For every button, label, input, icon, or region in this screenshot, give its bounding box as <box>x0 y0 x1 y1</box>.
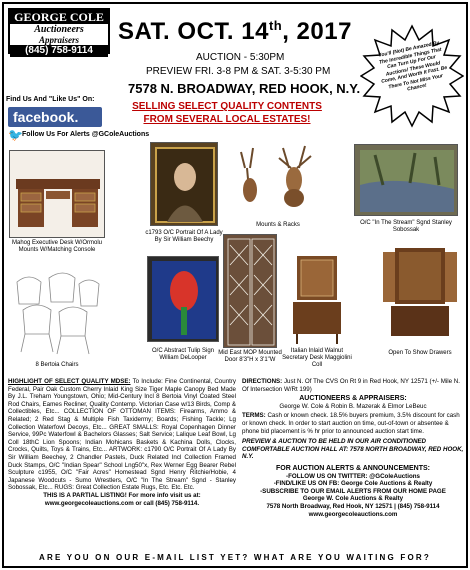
item-caption: Open To Show Drawers <box>388 350 452 356</box>
logo-name: GEORGE COLE <box>10 10 108 24</box>
item-caption: O/C Abstract Tulip Sign William DeLooper <box>151 348 215 361</box>
terms-label: TERMS: <box>242 412 266 420</box>
desk-photo <box>9 150 105 238</box>
starburst-text: You'll (Not) Be Amazed By The Incredible Things That Can Turn Up For Our Auctions! These Would Come, And Worth It Fast. Be There To Not Miss Your Chance! <box>377 40 448 93</box>
chairs-photo <box>9 262 105 358</box>
item-mounts <box>222 138 334 234</box>
highlight-body: To Include: Fine Continental, Country Federal, Pair Oak Custom Cherry Inlaid King Size Tiger Maple Canopy Bed Made By J.L. Treharn Youngstown, Ohio; Mid-Century Incl 8 Bertoia Vinyl Coated Steel Rod Chairs, Eames Recliner, Quality Contemp. Victorian Case w/13 Birds, Comp & Collectibles, Etc... COLLECTION OF OTTOMAN ITEMS: Firearms, Ammo & Related; 2 Red Stag & Multiple Fish Taxidermy; Boards; Fishing Tackle; Lg Collection Waterfowl Decoys, Etc... GREAT SMALLS: Royal Copenhagen Dinner Service, 99Pc Waterfowl & Bachelors Glasses; Salt Service; Lalique Leaf Bowl, Lg Coll 18thC Lion Spoons; Indian Mohicans Baskets & Kachina Dolls, Clocks, Crocks, Quilts, Toys & Trains, Etc... ARTWORK: c1790 O/C Portrait Of A Lady By Sir William Beechey, 2 Chandler Pastels, Duck Related Incl Collection Framed Duck Stamps, O/C "Indian Spear" School Lng50"x, Rex Werner Egg Bearer Rebel Sculpture c1955, O/C "Fair Acres" Homestead Sgnd Henry Ritchie/Hobie, 4 Japanese Woodcuts - Sumo Wrestlers, O/C "In The Stream" Sgnd - Stanley Sobossak, Etc... RUGS: Great Collection Estate Rugs, Etc. Etc. Etc. <box>8 378 237 492</box>
partial-listing-note: THIS IS A PARTIAL LISTING! For more info visit us at: <box>43 491 201 499</box>
item-caption: 8 Bertoia Chairs <box>35 362 79 368</box>
alerts-twitter[interactable]: -FOLLOW US ON TWITTER: @GColeAuctions <box>286 472 420 480</box>
secretary-desk-photo <box>287 250 347 346</box>
terms-text: Cash or known check. 18.5% buyers premium, 3.5% discount for cash or known check. In order to start auction on time, out-of-town or absentee & phone bid placement is % hr prior to announced auction start time. <box>242 412 460 435</box>
date-main: SAT. OCT. 14 <box>118 18 269 45</box>
item-caption: O/C "In The Stream" Sgnd Stanley Sobossak <box>360 220 452 233</box>
alerts-facebook[interactable]: -FIND/LIKE US ON FB: George Cole Auctions & Realty <box>273 480 433 488</box>
date-year: , 2017 <box>282 18 352 45</box>
directions-label: DIRECTIONS: <box>242 378 283 385</box>
item-portrait <box>145 142 223 270</box>
item-desk <box>8 150 106 262</box>
mounts-photo <box>223 138 333 218</box>
mop-door-photo <box>223 234 277 348</box>
twitter-icon: 🐦 <box>8 128 23 142</box>
item-open-drawers <box>376 244 464 372</box>
alerts-email[interactable]: -SUBSCRIBE TO OUR EMAIL ALERTS FROM OUR HOME PAGE <box>260 487 446 495</box>
alerts-header: FOR AUCTION ALERTS & ANNOUNCEMENTS: <box>276 464 430 472</box>
website-line[interactable]: www.georgecoleauctions.com or call (845) 758-9114. <box>44 499 200 507</box>
item-tulip-painting <box>142 256 224 376</box>
company-website[interactable]: www.georgecoleauctions.com <box>308 510 398 518</box>
twitter-follow[interactable] <box>8 128 150 142</box>
open-drawers-photo <box>381 244 459 344</box>
auctioneers-names: George W. Cole & Robin B. Mazerak & Elmor LeBeuc <box>279 402 427 410</box>
info-column <box>242 378 464 518</box>
auction-date <box>118 18 352 46</box>
item-caption: c1793 O/C Portrait Of A Lady By Sir William Beechy <box>145 230 223 243</box>
preview-note: PREVIEW & AUCTION TO BE HELD IN OUR AIR CONDITIONED COMFORTABLE AUCTION HALL AT: 7578 NORTH BROADWAY, RED HOOK, N.Y. <box>242 438 464 461</box>
twitter-label: Follow Us For Alerts @GColeAuctions <box>22 131 150 138</box>
item-secretary-desk <box>284 250 350 378</box>
item-stream-painting <box>350 144 462 250</box>
logo-auctioneers: Auctioneers <box>34 24 84 35</box>
company-logo <box>8 8 110 54</box>
logo-appraisers: Appraisers <box>38 35 79 45</box>
company-address: 7578 North Broadway, Red Hook, NY 12571 | (845) 758-9114 <box>266 502 440 510</box>
auction-address: 7578 N. BROADWAY, RED HOOK, N.Y. <box>128 81 361 96</box>
directions-text: Just N. Of The CVS On Rt 9 in Red Hook, NY 12571 (+/- Mile N. Of Intersection W/Rt 199) <box>242 378 460 393</box>
stream-painting-photo <box>354 144 458 216</box>
item-mop-door <box>220 234 280 378</box>
date-suffix: th <box>268 18 283 33</box>
auctioneers-header: AUCTIONEERS & APPRAISERS: <box>299 395 407 403</box>
item-bertoia-chairs <box>8 262 106 374</box>
auction-time: AUCTION - 5:30PM <box>196 52 285 63</box>
item-caption: Mounts & Racks <box>256 222 300 228</box>
logo-phone: (845) 758-9114 <box>10 45 108 57</box>
facebook-link[interactable]: facebook. <box>8 107 102 127</box>
email-list-footer: ARE YOU ON OUR E-MAIL LIST YET? WHAT ARE YOU WAITING FOR? <box>39 553 431 562</box>
selling-headline: SELLING SELECT QUALITY CONTENTS FROM SEVERAL LOCAL ESTATES! <box>132 101 322 125</box>
preview-times: PREVIEW FRI. 3-8 PM & SAT. 3-5:30 PM <box>146 66 331 77</box>
find-us-label: Find Us And "Like Us" On: <box>6 96 95 103</box>
item-caption: Mahog Executive Desk W/Ormolu Mounts W/Matching Console <box>11 240 103 253</box>
company-name: George W. Cole Auctions & Realty <box>302 495 404 503</box>
tulip-painting-photo <box>147 256 219 342</box>
highlight-label: HIGHLIGHT OF SELECT QUALITY MDSE: <box>8 378 131 385</box>
starburst-badge <box>360 24 464 128</box>
portrait-photo <box>150 142 218 226</box>
highlights-text <box>8 378 236 507</box>
item-caption: Italian Inlaid Walnut Secretary Desk Maggiolini Coll <box>282 348 352 368</box>
item-caption: Mid East MOP Mounted Door 8'3"H x 3'1"W <box>218 350 282 363</box>
